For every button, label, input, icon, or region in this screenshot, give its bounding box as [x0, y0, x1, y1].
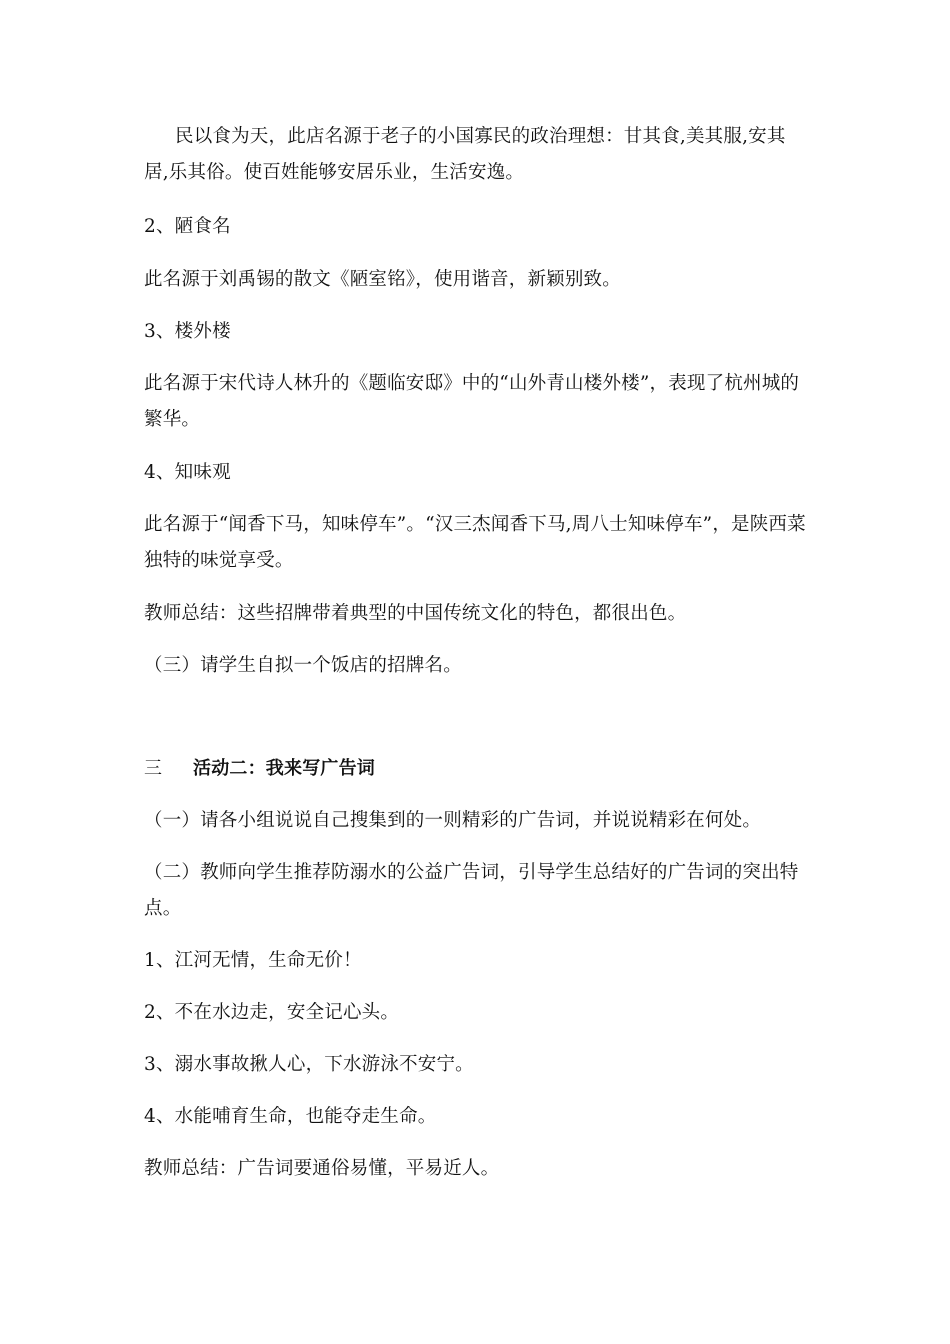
- paragraph-task-one: （一）请各小组说说自己搜集到的一则精彩的广告词，并说说精彩在何处。: [144, 810, 762, 831]
- paragraph-louming-origin: 此名源于刘禹锡的散文《陋室铭》，使用谐音，新颖别致。: [144, 269, 621, 290]
- list-item-heading-4: 4、知味观: [144, 462, 231, 483]
- paragraph-zhiweiguan-origin: 此名源于“闻香下马，知味停车”。“汉三杰闻香下马,周八士知味停车”，是陕西菜独特的味觉享受。: [144, 514, 806, 571]
- paragraph-task-three: （三）请学生自拟一个饭店的招牌名。: [144, 655, 462, 676]
- section-heading: [144, 751, 809, 787]
- list-item-slogan-4: 4、水能哺育生命，也能夺走生命。: [144, 1106, 437, 1127]
- section-heading-title: 活动二：我来写广告词: [193, 758, 375, 779]
- list-item-slogan-2: 2、不在水边走，安全记心头。: [144, 1002, 400, 1023]
- list-item-heading-3: 3、楼外楼: [144, 321, 231, 342]
- paragraph-task-two: （二）教师向学生推荐防溺水的公益广告词，引导学生总结好的广告词的突出特点。: [144, 862, 799, 919]
- list-item-slogan-3: 3、溺水事故揪人心，下水游泳不安宁。: [144, 1054, 474, 1075]
- list-item-heading-2: 2、陋食名: [144, 216, 231, 237]
- list-item-slogan-1: 1、江河无情，生命无价！: [144, 950, 362, 971]
- paragraph-teacher-summary-2: 教师总结：广告词要通俗易懂，平易近人。: [144, 1158, 500, 1179]
- paragraph-restaurant-name-origin: 民以食为天，此店名源于老子的小国寡民的政治理想：甘其食,美其服,安其居,乐其俗。使百姓能够安居乐业，生活安逸。: [144, 126, 786, 183]
- paragraph-louwailou-origin: 此名源于宋代诗人林升的《题临安邸》中的“山外青山楼外楼”，表现了杭州城的繁华。: [144, 373, 800, 430]
- paragraph-teacher-summary-1: 教师总结：这些招牌带着典型的中国传统文化的特色，都很出色。: [144, 603, 687, 624]
- section-heading-number: 三: [144, 758, 163, 779]
